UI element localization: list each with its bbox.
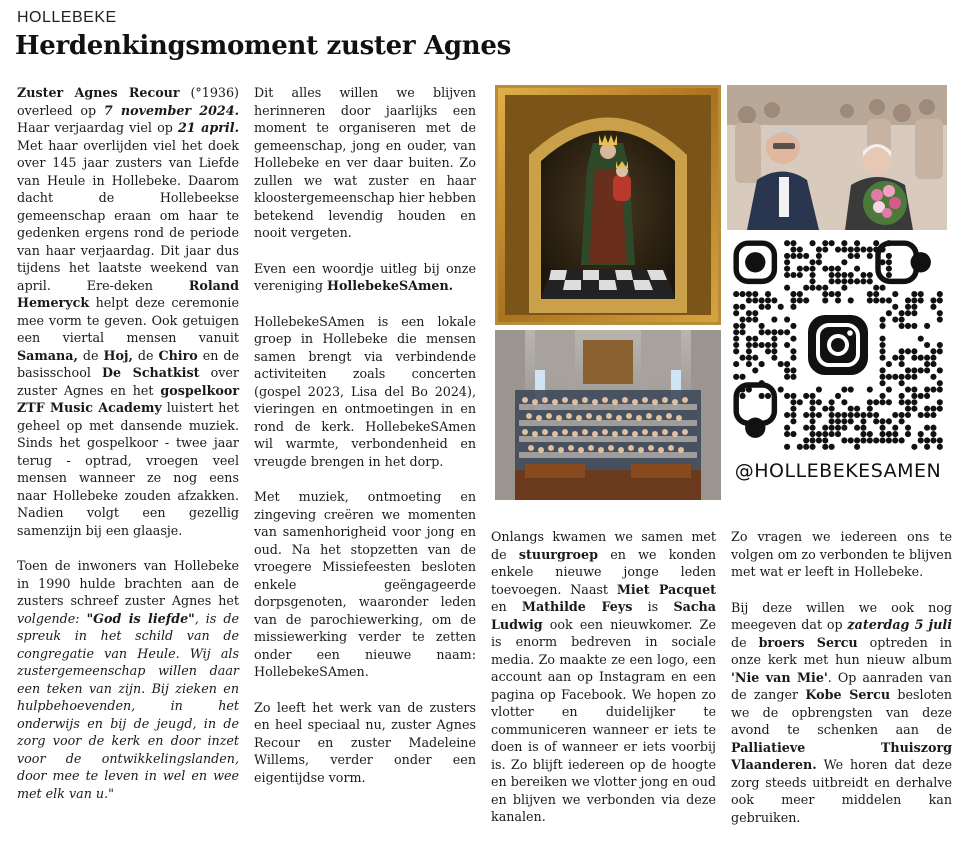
text-run: . Op aanraden van de zanger	[731, 669, 952, 702]
date-highlight: zaterdag 5 juli	[847, 617, 953, 632]
instagram-qr-code[interactable]	[733, 240, 943, 495]
text-run: de	[77, 347, 104, 363]
text-run: luistert het geheel op met dansende muziek. Sinds het gospelkoor - twee jaar terug - optrad, vroegen veel mensen wanneer ze nog eens naar Hollebeke zouden afzakken. Nadien volgt een gezellig samenzijn bij een glaasje.	[17, 400, 239, 538]
person-name: Zuster Agnes Recour	[17, 85, 180, 100]
text-run: Even een woordje uitleg bij onze vereniging	[254, 260, 476, 293]
person-name: Roland Hemeryck	[17, 277, 239, 310]
text-run: We horen dat deze zorg steeds uitbreidt en derhalve ook meer middelen kan gebruiken.	[731, 757, 952, 825]
text-run: besloten we de opbrengsten van deze avond te schenken aan de	[731, 687, 952, 737]
text-run: Onlangs kwamen we samen met de	[491, 529, 716, 562]
article-column-2	[254, 84, 476, 804]
paragraph: Zo vragen we iedereen ons te volgen om zo verbonden te blijven met wat er leeft in Hollebeke.	[731, 529, 952, 579]
person-name: Miet Pacquet	[616, 581, 716, 597]
person-name: Kobe Sercu	[805, 687, 891, 702]
paragraph: HollebekeSAmen is een lokale groep in Hollebeke die mensen samen brengt via verbindende activiteiten zoals concerten (gospel 2023, Lisa del Bo 2024), vieringen en ontmoetingen in en rond de kerk. HollebekeSAmen wil warmte, verbondenheid en vreugde brengen in het dorp.	[254, 313, 476, 469]
paragraph	[491, 528, 716, 826]
quote-text: , is de spreuk in het schild van de congregatie van Heule. Wij als zustergemeenschap willen daar een teken van zijn. Bij zieken en hulpbehoevenden, in het onderwijs en bij de jeugd, in de zorg voor de kerk en door inzet voor de ontwikkelingslanden, door mee te leven in wel en wee met elk van u."	[17, 610, 239, 801]
text-run: is	[632, 599, 674, 614]
album-name: 'Nie van Mie'	[731, 669, 828, 685]
text-run: Bij deze willen we ook nog meegeven dat op	[731, 599, 952, 632]
paragraph: Met muziek, ontmoeting en zingeving creëren we momenten van samenhorigheid voor jong en oud. Na het stopzetten van de vroegere Missiefeesten besloten enkele geëngageerde dorpsgenoten, waaronder leden van de parochiewerking, om de missiewerking verder te zetten onder een nieuwe naam: HollebekeSAmen.	[254, 489, 476, 679]
paragraph	[254, 260, 476, 295]
date-highlight: 21 april.	[177, 120, 239, 135]
paragraph: Zo leeft het werk van de zusters en heel speciaal nu, zuster Agnes Recour en zuster Madeleine Willems, verder onder een eigentijdse vorm.	[254, 699, 476, 785]
text-run: helpt deze ceremonie mee vorm te geven. Ook getuigen een viertal mensen vanuit	[17, 295, 239, 345]
quote-highlight: "God is liefde"	[86, 610, 195, 626]
madonna-statue-photo	[495, 85, 721, 325]
org-name: gospelkoor ZTF Music Academy	[17, 382, 239, 415]
flowers-presentation-photo	[727, 85, 947, 230]
text-run: (°1936) overleed op	[17, 85, 239, 118]
paragraph	[17, 84, 239, 539]
text-run: de	[132, 347, 159, 363]
article-column-4	[731, 528, 952, 844]
org-name: Hoj,	[103, 347, 133, 363]
text-run: Haar verjaardag viel op	[17, 120, 178, 135]
article-column-3	[491, 528, 716, 844]
org-name: Samana,	[17, 347, 78, 363]
person-name: Mathilde Feys	[521, 599, 633, 614]
qr-code-image	[733, 240, 943, 450]
band-name: broers Sercu	[758, 634, 858, 650]
org-name: HollebekeSAmen.	[326, 278, 454, 293]
paragraph: Dit alles willen we blijven herinneren door jaarlijks een moment te organiseren met de gemeenschap, jong en ouder, van Hollebeke en ver daar buiten. Zo zullen we wat zuster en haar kloostergemeenschap hier hebben betekend levendig houden en nooit vergeten.	[254, 85, 477, 240]
text-run: Met haar overlijden viel het doek over 145 jaar zusters van Liefde van Heule in Hollebeke. Daarom dacht de Hollebeekse gemeenschap eraan om haar te gedenken ergens rond de periode van haar verjaardag. Dit jaar dus tijdens het laatste weekend van april. Ere-deken	[17, 137, 239, 293]
date-highlight: 7 november 2024.	[103, 102, 240, 118]
text-run: ook een nieuwkomer. Ze is enorm bedreven in sociale media. Zo maakte ze een logo, een account aan op Instagram en een pagina op Facebook. We hopen zo vlotter en duidelijker te communiceren wanneer er iets te doen is of wanneer er iets voorbij is. Zo blijft iedereen op de hoogte en bereiken we vlotter jong en oud en blijven we verbonden via deze kanalen.	[491, 616, 716, 824]
person-name: Sacha Ludwig	[491, 599, 716, 632]
church-group-photo	[495, 330, 721, 500]
text-run: de	[731, 634, 759, 650]
org-name: stuurgroep	[518, 546, 598, 562]
text-run: volgende:	[17, 610, 87, 626]
text-run: en	[491, 599, 522, 614]
headline: Herdenkingsmoment zuster Agnes	[15, 31, 511, 61]
paragraph	[17, 557, 239, 802]
text-run: Toen de inwoners van Hollebeke in 1990 hulde brachten aan de zusters schreef zuster Agnes het	[17, 558, 239, 608]
text-run: optreden in onze kerk met hun nieuw album	[731, 634, 952, 667]
org-name: Palliatieve Thuiszorg Vlaanderen.	[731, 739, 952, 772]
paragraph	[731, 599, 952, 827]
instagram-handle: @HOLLEBEKESAMEN	[734, 460, 942, 482]
article-column-1	[17, 84, 239, 820]
section-kicker: HOLLEBEKE	[17, 9, 117, 26]
org-name: De Schatkist	[102, 365, 200, 380]
text-run: en de basisschool	[17, 347, 239, 380]
text-run: en we konden enkele nieuwe jonge leden toevoegen. Naast	[491, 546, 716, 597]
instagram-logo-icon	[808, 315, 868, 375]
org-name: Chiro	[158, 347, 198, 363]
text-run: over zuster Agnes en het	[17, 365, 239, 398]
